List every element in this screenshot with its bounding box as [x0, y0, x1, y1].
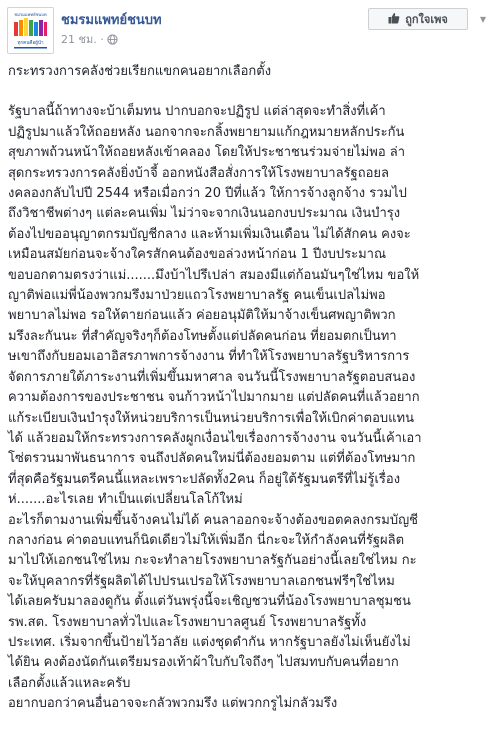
- post-line: ษเขาถึงกับยอมเอาอิสรภาพการจ้างงาน ที่ทำให้โรงพยาบาลรัฐบริหารการ: [8, 349, 410, 365]
- post-line: ความต้องการของประชาชน จนก้าวหน้าไปมากมาย แต่ปลัดคนที่แล้วอยาก: [8, 390, 420, 406]
- thumbs-up-icon: [388, 12, 400, 27]
- post-line: มรึงละกันนะ ที่สำคัญจริงๆก็ต้องโทษตั้งแต่ปลัดคนก่อน ที่ยอมตกเป็นทา: [8, 328, 397, 344]
- post-line: อะไรก็ตามงานเพิ่มขึ้นจ้างคนไม่ได้ คนลาออกจะจ้างต้องขอตคลงกรมบัญชี: [8, 512, 418, 528]
- like-page-label: ถูกใจเพจ: [405, 13, 448, 26]
- post-line: ที่สุดคือรัฐมนตรีคนนี้แหละเพราะปลัดทั้ง2คน ก็อยู่ใต้รัฐมนตรีที่ไม่รู้เรื่อง: [8, 471, 401, 487]
- chevron-down-icon[interactable]: ▾: [479, 12, 487, 26]
- post-header: [0, 0, 495, 56]
- post-line: สุดกระทรวงการคลังยิ่งบ้าจี้ ออกหนังสือสั่งการให้โรงพยาบาลรัฐถอยล: [8, 165, 389, 181]
- meta-separator: ·: [100, 33, 104, 46]
- post-line: จัดการภายใต้ภาระงานที่เพิ่มขึ้นมหาศาล จนวันนี้โรงพยาบาลรัฐตอบสนอง: [8, 369, 416, 385]
- post-line: งคลองกลับไปปี 2544 หรือเมื่อกว่า 20 ปีที่แล้ว ให้การจ้างลูกจ้าง รวมไป: [8, 186, 407, 202]
- post-title: กระทรวงการคลังช่วยเรียกแขกคนอยากเลือกตั้ง: [8, 64, 272, 79]
- page-name[interactable]: ชมรมแพทย์ชนบท: [61, 13, 162, 28]
- post-meta: [61, 30, 118, 48]
- post-line: สุขภาพถ้วนหน้าให้ถอยหลังเข้าคลอง โดยให้ประชาชนร่วมจ่ายไม่พอ ล่า: [8, 145, 406, 161]
- post-line: ได้ยิน คงต้องนัดกันเตรียมรองเท้าผ้าใบกับใจถึงๆ ไปสมทบกับคนที่อยาก: [8, 655, 399, 671]
- post-line: ปฏิรูปมาแล้วให้ถอยหลัง นอกจากจะกลิ้งพยายามแก้กฎหมายหลักประกัน: [8, 124, 405, 140]
- post-line: ถึงวิชาชีพต่างๆ แต่ละคนเพิ่ม ไม่ว่าจะจากเงินนอกงบประมาณ เงินบำรุง: [8, 206, 401, 222]
- post-line: ได้เลยครับมาลองดูกัน ตั้งแต่วันพรุ่งนี้จะเชิญชวนที่น้องโรงพยาบาลชุมชน: [8, 594, 411, 610]
- post-line: มาไปให้เอกชนใช่ไหม กะจะทำลายโรงพยาบาลรัฐกันอย่างนี้เลยใช่ไหม กะ: [8, 553, 417, 569]
- post-line: โซ่ตรวนมาพันธนาการ จนถึงปลัดคนใหม่นี่ต้องยอมตาม แต่ที่ต้องโทษมาก: [8, 451, 416, 467]
- post-line: ขอบอกตามตรงว่าแม่.......มึงบ้าไปรึเปล่า สมองมีแต่ก้อนมันๆใช่ไหม ขอให้: [8, 267, 420, 283]
- post-line: เลือกตั้งแล้วแหละครับ: [8, 675, 131, 691]
- post-body: [8, 62, 490, 715]
- post-line: ประเทศ. เริ่มจากขึ้นป้ายไว้อาลัย แต่งชุดดำกัน หากรัฐบาลยังไม่เห็นยังไม่: [8, 634, 411, 650]
- post-timestamp[interactable]: 21 ชม.: [61, 33, 97, 46]
- post-line: ได้ แล้วยอมให้กระทรวงการคลังผูกเงื่อนไขเรื่องการจ้างงาน จนวันนี้เค้าเอา: [8, 430, 422, 446]
- post-line: กลางก่อน ค่าตอบแทนก็นิดเดียวไม่ให้เพิ่มอีก นี่กะจะให้กำลังคนที่รัฐผลิต: [8, 532, 405, 548]
- post-line: เหมือนสมัยก่อนจะจ้างใครสักคนต้องขอล่วงหน้าก่อน 1 ปีงบประมาณ: [8, 247, 387, 263]
- avatar-top-text: ชมรมแพทย์ชนบท: [14, 12, 47, 17]
- post-line: ต้องไปขออนุญาตกรมบัญชีกลาง และห้ามเพิ่มเงินเดือน ไม่ได้สักคน คงจะ: [8, 226, 411, 242]
- like-page-button[interactable]: [368, 8, 468, 30]
- post-line: รพ.สต. โรงพยาบาลทั่วไปและโรงพยาบาลศูนย์ โรงพยาบาลรัฐทั้ง: [8, 614, 367, 630]
- avatar-bottom-text: ทุกคนคือผู้นำ: [17, 41, 44, 46]
- globe-icon: [107, 34, 118, 48]
- post-line: รัฐบาลนี้ถ้าทางจะบ้าเต็มทน ปากบอกจะปฏิรูป แต่ล่าสุดจะทำสิ่งที่เค้า: [8, 104, 386, 120]
- post-line: อยากบอกว่าคนอื่นอาจจะกลัวพวกมรึง แต่พวกกรูไม่กลัวมรึง: [8, 696, 338, 712]
- post-line: จะให้บุคลากรที่รัฐผลิตได้ไปปรนเปรอให้โรงพยาบาลเอกชนฟรีๆใช่ไหม: [8, 573, 395, 589]
- post-line: ห่.......อะไรเลย ทำเป็นแต่เปลี่ยนโลโก้ใหม่: [8, 492, 243, 508]
- post-line: พยาบาลไม่พอ รอให้ตายก่อนแล้ว ค่อยอนุมัติให้มาจ้างเข็นศพญาติพวก: [8, 308, 396, 324]
- page-avatar[interactable]: [7, 7, 54, 54]
- page-logo: [8, 8, 53, 53]
- post-line: ญาติพ่อแม่พี่น้องพวกมรึงมาป่วยแถวโรงพยาบาลรัฐ คนเข็นเปลไม่พอ: [8, 288, 386, 304]
- post-line: แก้ระเบียบเงินบำรุงให้หน่วยบริการเป็นหน่วยบริการเพื่อให้เบิกค่าตอบแทน: [8, 410, 414, 426]
